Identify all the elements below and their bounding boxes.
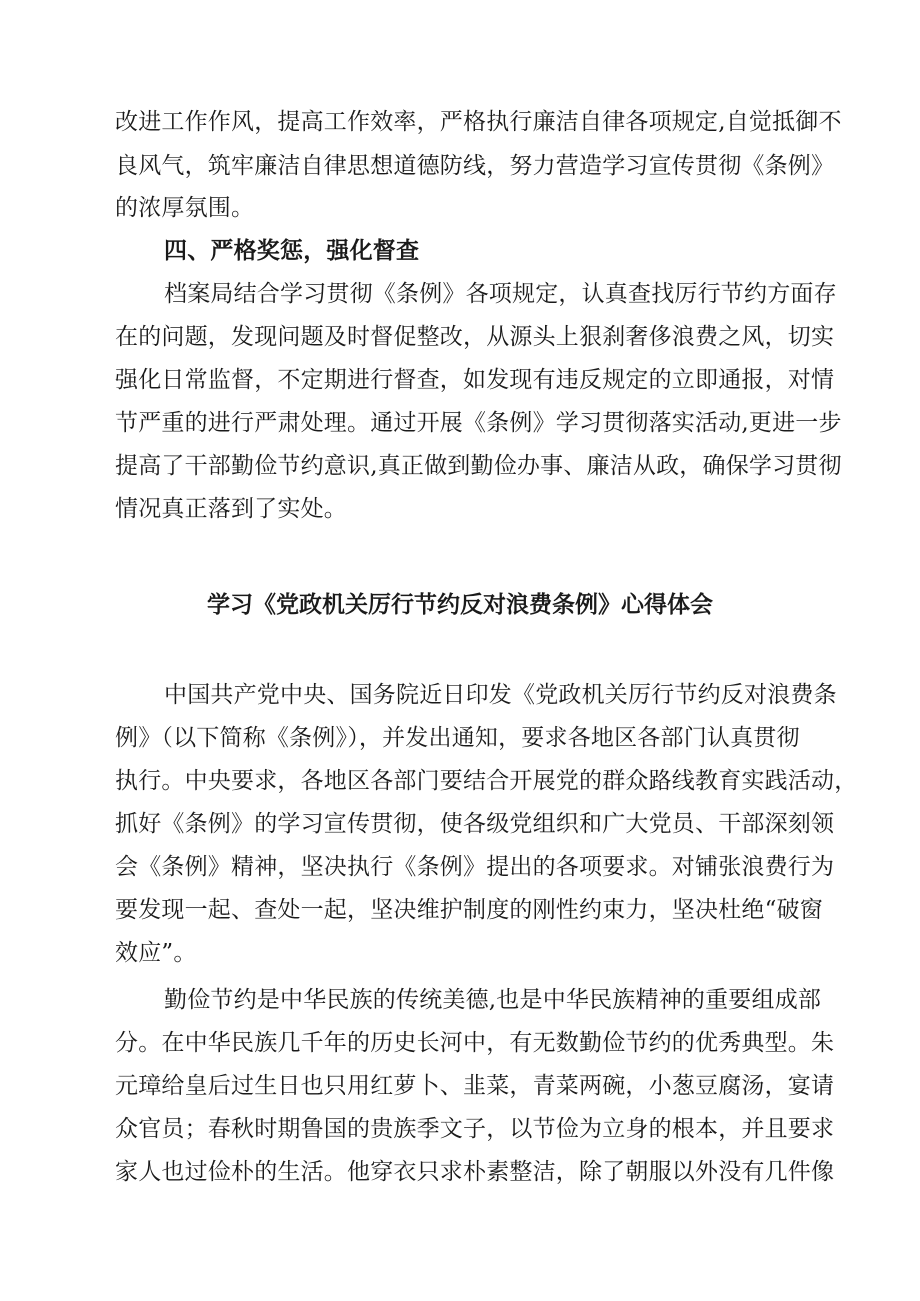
text-line: 良风气，筑牢廉洁自律思想道德防线，努力营造学习宣传贯彻《条例》 (115, 153, 835, 179)
text-line: 情况真正落到了实处。 (115, 496, 347, 522)
text-line: 的浓厚氛围。 (115, 195, 255, 221)
text-line: 勤俭节约是中华民族的传统美德,也是中华民族精神的重要组成部 (164, 987, 822, 1013)
text-line: 元璋给皇后过生日也只用红萝卜、韭菜，青菜两碗，小葱豆腐汤，宴请 (115, 1073, 835, 1099)
text-line: 效应”。 (115, 940, 197, 966)
text-line: 要发现一起、查处一起，坚决维护制度的刚性约束力，坚决杜绝“破窗 (115, 897, 823, 923)
text-line: 档案局结合学习贯彻《条例》各项规定，认真查找厉行节约方面存 (164, 281, 837, 307)
section-heading: 四、严格奖惩，强化督查 (164, 237, 420, 264)
text-line: 抓好《条例》的学习宣传贯彻，使各级党组织和广大党员、干部深刻领 (115, 811, 835, 837)
text-line: 众官员；春秋时期鲁国的贵族季文子，以节俭为立身的根本，并且要求 (115, 1116, 835, 1142)
text-line: 例》（以下简称《条例》），并发出通知，要求各地区各部门认真贯彻 (115, 725, 800, 751)
text-line: 家人也过俭朴的生活。他穿衣只求朴素整洁，除了朝服以外没有几件像 (115, 1159, 835, 1185)
text-line: 节严重的进行严肃处理。通过开展《条例》学习贯彻落实活动,更进一步 (115, 410, 842, 436)
text-line: 提高了干部勤俭节约意识,真正做到勤俭办事、廉洁从政，确保学习贯彻 (115, 453, 842, 479)
text-line: 会《条例》精神，坚决执行《条例》提出的各项要求。对铺张浪费行为 (115, 854, 835, 880)
text-line: 改进工作作风，提高工作效率，严格执行廉洁自律各项规定,自觉抵御不 (115, 109, 842, 135)
article-title: 学习《党政机关厉行节约反对浪费条例》心得体会 (207, 591, 713, 618)
text-line: 分。在中华民族几千年的历史长河中，有无数勤俭节约的优秀典型。朱 (115, 1030, 835, 1056)
text-line: 执行。中央要求，各地区各部门要结合开展党的群众路线教育实践活动， (115, 768, 858, 794)
text-line: 强化日常监督，不定期进行督查，如发现有违反规定的立即通报，对情 (115, 367, 835, 393)
text-line: 中国共产党中央、国务院近日印发《党政机关厉行节约反对浪费条 (164, 682, 837, 708)
text-line: 在的问题，发现问题及时督促整改，从源头上狠刹奢侈浪费之风，切实 (115, 324, 835, 350)
